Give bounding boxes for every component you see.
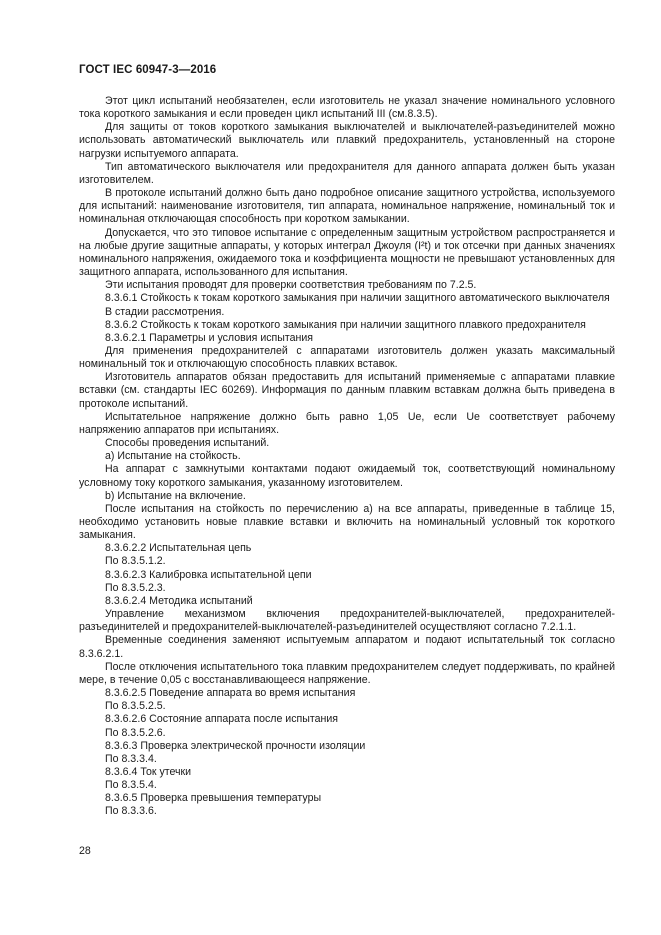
clause-heading: 8.3.6.2.1 Параметры и условия испытания <box>105 331 314 344</box>
standard-header: ГОСТ IEC 60947-3—2016 <box>79 64 217 76</box>
paragraph: Эти испытания проводят для проверки соответствия требованиям по 7.2.5. <box>105 279 477 292</box>
paragraph: Управление механизмом включения предохранителей-выключателей, предохранителей-разъединителей и предохранителей-выключателей-разъединителей осуществляют согласно 7.2.1.1. <box>79 608 615 634</box>
clause-heading: 8.3.6.1 Стойкость к токам короткого замыкания при наличии защитного автоматического выключателя <box>105 292 610 305</box>
paragraph: Испытательное напряжение должно быть равно 1,05 Ue, если Ue соответствует рабочему напряжению аппаратов при испытаниях. <box>79 410 615 436</box>
paragraph: Для применения предохранителей с аппаратами изготовитель должен указать максимальный номинальный ток и отключающую способность плавких вставок. <box>79 344 615 371</box>
clause-heading: 8.3.6.2.3 Калибровка испытательной цепи <box>105 568 312 581</box>
document-body <box>79 95 615 819</box>
clause-heading: 8.3.6.2.6 Состояние аппарата после испытания <box>105 713 338 726</box>
paragraph: По 8.3.3.4. <box>105 752 157 765</box>
clause-heading: 8.3.6.2.2 Испытательная цепь <box>105 542 252 555</box>
clause-heading: 8.3.6.5 Проверка превышения температуры <box>105 792 322 805</box>
list-item: b) Испытание на включение. <box>105 489 246 502</box>
page-number: 28 <box>79 845 91 857</box>
paragraph: Для защиты от токов короткого замыкания выключателей и выключателей-разъединителей можно использовать автоматический выключатель или плавкий предохранитель, установленный на стороне нагрузки испытуемого аппарата. <box>79 121 615 160</box>
paragraph: По 8.3.5.1.2. <box>105 555 166 568</box>
paragraph: В протоколе испытаний должно быть дано подробное описание защитного устройства, используемого для испытаний: наименование изготовителя, тип аппарата, номинальное напряжение, номинальный ток и номинальная отключающая способность при коротком замыкании. <box>79 187 615 226</box>
paragraph: По 8.3.5.2.5. <box>105 700 166 713</box>
paragraph: По 8.3.3.6. <box>105 805 157 818</box>
paragraph: Этот цикл испытаний необязателен, если изготовитель не указал значение номинального условного тока короткого замыкания и если проведен цикл испытаний III (см.8.3.5). <box>79 95 615 121</box>
paragraph: Способы проведения испытаний. <box>105 437 270 450</box>
paragraph: После отключения испытательного тока плавким предохранителем следует поддерживать, по крайней мере, в течение 0,05 с восстанавливающееся напряжение. <box>79 660 615 686</box>
paragraph: Изготовитель аппаратов обязан предоставить для испытаний применяемые с аппаратами плавкие вставки (см. стандарты IEC 60269). Информация по данным плавким вставкам должна быть приведена в протоколе испытаний. <box>79 371 615 410</box>
paragraph: Временные соединения заменяют испытуемым аппаратом и подают испытательный ток согласно 8.3.6.2.1. <box>79 634 615 660</box>
clause-heading: 8.3.6.2 Стойкость к токам короткого замыкания при наличии защитного плавкого предохранителя <box>105 318 586 331</box>
paragraph: По 8.3.5.2.6. <box>105 726 166 739</box>
paragraph: После испытания на стойкость по перечислению а) на все аппараты, приведенные в таблице 15, необходимо установить новые плавкие вставки и включить на номинальный условный ток короткого замыкания. <box>79 502 615 542</box>
paragraph: По 8.3.5.2.3. <box>105 581 166 594</box>
paragraph: Тип автоматического выключателя или предохранителя для данного аппарата должен быть указан изготовителем. <box>79 160 615 186</box>
paragraph: На аппарат с замкнутыми контактами подают ожидаемый ток, соответствующий номинальному условному току короткого замыкания, указанному изготовителем. <box>79 463 615 489</box>
paragraph: По 8.3.5.4. <box>105 779 157 792</box>
clause-heading: 8.3.6.2.4 Методика испытаний <box>105 594 253 607</box>
clause-heading: 8.3.6.4 Ток утечки <box>105 765 192 778</box>
paragraph: В стадии рассмотрения. <box>105 305 225 318</box>
paragraph: Допускается, что это типовое испытание с определенным защитным устройством распространяется и на любые другие защитные аппараты, у которых интеграл Джоуля (I²t) и ток отсечки при данных значениях номинального напряжения, ожидаемого тока и коэффициента мощности не превышают установленных для защитного аппарата, использованного для испытания. <box>79 226 615 279</box>
list-item: а) Испытание на стойкость. <box>105 450 241 463</box>
clause-heading: 8.3.6.2.5 Поведение аппарата во время испытания <box>105 687 356 700</box>
clause-heading: 8.3.6.3 Проверка электрической прочности изоляции <box>105 739 366 752</box>
